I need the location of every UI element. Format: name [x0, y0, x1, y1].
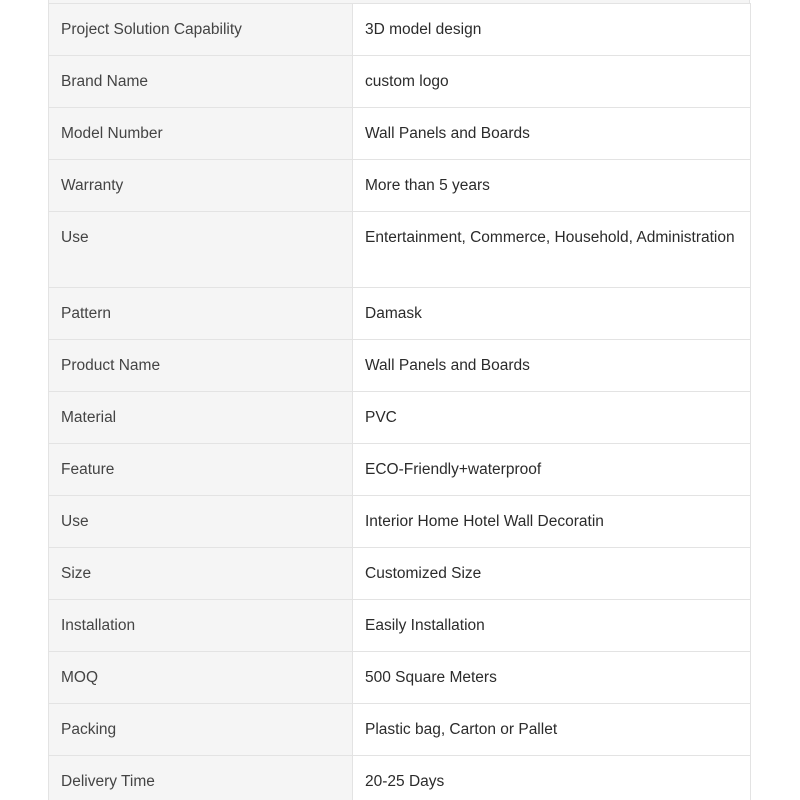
spec-label: Warranty [49, 160, 353, 212]
spec-value: PVC [353, 392, 751, 444]
spec-value: Wall Panels and Boards [353, 108, 751, 160]
table-row [49, 4, 751, 56]
spec-value: 500 Square Meters [353, 652, 751, 704]
spec-value: 3D model design [353, 4, 751, 56]
spec-label: Model Number [49, 108, 353, 160]
table-row [49, 108, 751, 160]
spec-label: Use [49, 496, 353, 548]
table-row [49, 392, 751, 444]
spec-value: Entertainment, Commerce, Household, Administration [353, 212, 751, 288]
spec-label: Size [49, 548, 353, 600]
table-row [49, 756, 751, 800]
spec-value: custom logo [353, 56, 751, 108]
spec-label: Material [49, 392, 353, 444]
spec-label: Delivery Time [49, 756, 353, 800]
spec-value: Interior Home Hotel Wall Decoratin [353, 496, 751, 548]
spec-label: Pattern [49, 288, 353, 340]
spec-value: Damask [353, 288, 751, 340]
table-row [49, 288, 751, 340]
table-row [49, 444, 751, 496]
table-row [49, 340, 751, 392]
spec-label: MOQ [49, 652, 353, 704]
table-row [49, 600, 751, 652]
spec-value: Easily Installation [353, 600, 751, 652]
spec-label: Product Name [49, 340, 353, 392]
table-row [49, 548, 751, 600]
table-row [49, 652, 751, 704]
spec-label: Packing [49, 704, 353, 756]
table-row [49, 160, 751, 212]
spec-label: Installation [49, 600, 353, 652]
spec-value: ECO-Friendly+waterproof [353, 444, 751, 496]
spec-label: Feature [49, 444, 353, 496]
spec-label: Brand Name [49, 56, 353, 108]
spec-label: Use [49, 212, 353, 288]
spec-value: Customized Size [353, 548, 751, 600]
spec-value: 20-25 Days [353, 756, 751, 800]
spec-label: Project Solution Capability [49, 4, 353, 56]
table-row [49, 496, 751, 548]
spec-value: More than 5 years [353, 160, 751, 212]
table-row [49, 56, 751, 108]
spec-value: Plastic bag, Carton or Pallet [353, 704, 751, 756]
table-row [49, 212, 751, 288]
product-specification-table [48, 3, 751, 800]
spec-value: Wall Panels and Boards [353, 340, 751, 392]
table-row [49, 704, 751, 756]
